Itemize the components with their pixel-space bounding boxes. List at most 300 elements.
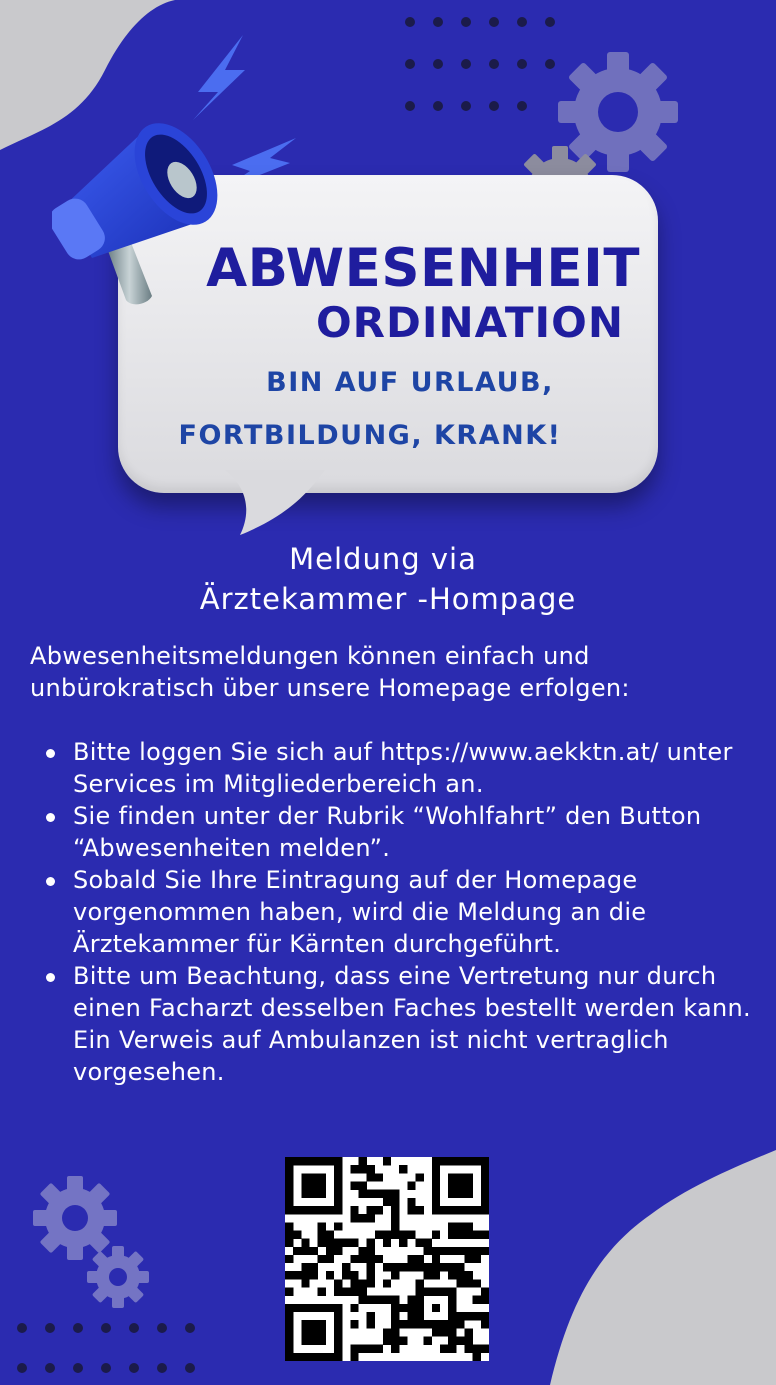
qr-module (318, 1288, 326, 1296)
qr-module (326, 1304, 334, 1312)
qr-module (456, 1337, 464, 1345)
qr-module (342, 1263, 350, 1271)
qr-module (309, 1328, 317, 1336)
qr-module (481, 1312, 489, 1320)
qr-module (301, 1271, 309, 1279)
qr-module (424, 1247, 432, 1255)
qr-module (456, 1263, 464, 1271)
qr-module (432, 1304, 440, 1312)
qr-module (334, 1157, 342, 1165)
qr-module (473, 1345, 481, 1353)
list-item (30, 960, 760, 1088)
list-item-text: Sobald Sie Ihre Eintragung auf der Homepage vorgenommen haben, wird die Meldung an die Ärztekammer für Kärnten durchgeführt. (73, 866, 647, 958)
qr-module (301, 1190, 309, 1198)
qr-module (432, 1328, 440, 1336)
qr-module (375, 1206, 383, 1214)
qr-module (432, 1320, 440, 1328)
title-line-1: ABWESENHEIT (206, 238, 640, 299)
qr-module (334, 1181, 342, 1189)
qr-module (367, 1173, 375, 1181)
qr-module (367, 1190, 375, 1198)
qr-module (481, 1157, 489, 1165)
qr-module (448, 1304, 456, 1312)
qr-module (318, 1173, 326, 1181)
qr-module (358, 1247, 366, 1255)
qr-module (383, 1328, 391, 1336)
qr-module (358, 1345, 366, 1353)
qr-module (456, 1312, 464, 1320)
qr-module (326, 1230, 334, 1238)
qr-module (481, 1181, 489, 1189)
list-item (30, 800, 760, 864)
qr-module (399, 1165, 407, 1173)
qr-module (473, 1312, 481, 1320)
qr-module (399, 1230, 407, 1238)
qr-module (326, 1255, 334, 1263)
qr-module (318, 1320, 326, 1328)
qr-module (432, 1206, 440, 1214)
intro-text: Abwesenheitsmeldungen können einfach und unbürokratisch über unsere Homepage erfolgen: (30, 642, 630, 702)
qr-module (301, 1320, 309, 1328)
qr-module (301, 1328, 309, 1336)
qr-module (358, 1157, 366, 1165)
qr-module (416, 1312, 424, 1320)
qr-module (407, 1263, 415, 1271)
qr-module (350, 1214, 358, 1222)
qr-module (301, 1206, 309, 1214)
qr-module (334, 1222, 342, 1230)
qr-module (399, 1337, 407, 1345)
heading-line-2: Ärztekammer -Hompage (199, 582, 577, 616)
qr-module (424, 1320, 432, 1328)
qr-module (416, 1320, 424, 1328)
qr-module (481, 1206, 489, 1214)
qr-module (407, 1181, 415, 1189)
qr-module (448, 1296, 456, 1304)
qr-module (375, 1296, 383, 1304)
qr-module (456, 1181, 464, 1189)
qr-module (407, 1312, 415, 1320)
qr-module (301, 1263, 309, 1271)
qr-module (309, 1304, 317, 1312)
qr-module (473, 1296, 481, 1304)
qr-module (358, 1255, 366, 1263)
qr-module (448, 1288, 456, 1296)
qr-module (358, 1190, 366, 1198)
qr-module (383, 1239, 391, 1247)
qr-module (399, 1263, 407, 1271)
qr-module (367, 1296, 375, 1304)
qr-module (391, 1206, 399, 1214)
qr-module (432, 1263, 440, 1271)
qr-module (334, 1173, 342, 1181)
qr-module (350, 1345, 358, 1353)
qr-module (285, 1239, 293, 1247)
qr-module (334, 1353, 342, 1361)
qr-module (432, 1271, 440, 1279)
qr-module (358, 1214, 366, 1222)
qr-module (383, 1296, 391, 1304)
qr-module (326, 1239, 334, 1247)
qr-module (301, 1173, 309, 1181)
qr-module (465, 1328, 473, 1336)
qr-module (391, 1296, 399, 1304)
qr-module (440, 1247, 448, 1255)
qr-module (285, 1312, 293, 1320)
qr-module (334, 1304, 342, 1312)
qr-module (448, 1263, 456, 1271)
qr-module (440, 1288, 448, 1296)
qr-module (375, 1345, 383, 1353)
qr-module (407, 1320, 415, 1328)
qr-module (407, 1296, 415, 1304)
qr-module (334, 1328, 342, 1336)
qr-module (456, 1230, 464, 1238)
gear-icon (33, 1176, 117, 1260)
gear-icon (87, 1246, 149, 1308)
qr-module (301, 1337, 309, 1345)
qr-module (309, 1206, 317, 1214)
qr-module (456, 1173, 464, 1181)
qr-module (391, 1337, 399, 1345)
qr-module (318, 1206, 326, 1214)
qr-module (358, 1181, 366, 1189)
qr-module (465, 1173, 473, 1181)
qr-module (465, 1279, 473, 1287)
qr-module (350, 1239, 358, 1247)
qr-module (285, 1222, 293, 1230)
qr-module (391, 1198, 399, 1206)
qr-module (407, 1230, 415, 1238)
qr-module (367, 1255, 375, 1263)
qr-module (309, 1263, 317, 1271)
qr-module (391, 1190, 399, 1198)
qr-module (293, 1271, 301, 1279)
qr-module (473, 1247, 481, 1255)
qr-module (350, 1165, 358, 1173)
qr-module (448, 1190, 456, 1198)
qr-module (448, 1181, 456, 1189)
qr-module (334, 1165, 342, 1173)
qr-module (440, 1328, 448, 1336)
qr-module (367, 1345, 375, 1353)
qr-module (399, 1239, 407, 1247)
qr-module (448, 1312, 456, 1320)
list-item (30, 736, 760, 800)
qr-module (367, 1320, 375, 1328)
qr-module (407, 1206, 415, 1214)
qr-module (358, 1296, 366, 1304)
qr-module (448, 1222, 456, 1230)
qr-module (350, 1304, 358, 1312)
qr-module (448, 1247, 456, 1255)
qr-module (367, 1263, 375, 1271)
qr-module (391, 1263, 399, 1271)
qr-module (334, 1279, 342, 1287)
bullet-icon (46, 813, 55, 822)
qr-module (350, 1255, 358, 1263)
qr-module (318, 1353, 326, 1361)
qr-module (473, 1157, 481, 1165)
bullet-icon (46, 749, 55, 758)
qr-module (358, 1279, 366, 1287)
qr-module (318, 1328, 326, 1336)
qr-module (407, 1198, 415, 1206)
qr-module (285, 1206, 293, 1214)
qr-module (481, 1198, 489, 1206)
qr-module (481, 1247, 489, 1255)
qr-module (416, 1255, 424, 1263)
qr-module (416, 1279, 424, 1287)
qr-module (326, 1247, 334, 1255)
qr-module (326, 1157, 334, 1165)
qr-module (334, 1206, 342, 1214)
qr-module (301, 1353, 309, 1361)
qr-module (285, 1304, 293, 1312)
qr-module (334, 1320, 342, 1328)
qr-module (440, 1157, 448, 1165)
qr-module (440, 1263, 448, 1271)
qr-module (448, 1206, 456, 1214)
list-item (30, 864, 760, 960)
qr-module (465, 1181, 473, 1189)
qr-module (293, 1353, 301, 1361)
qr-module (318, 1239, 326, 1247)
qr-module (473, 1206, 481, 1214)
qr-module (432, 1230, 440, 1238)
qr-module (456, 1157, 464, 1165)
qr-module (448, 1345, 456, 1353)
qr-module (383, 1198, 391, 1206)
qr-module (465, 1271, 473, 1279)
qr-module (473, 1230, 481, 1238)
qr-module (481, 1288, 489, 1296)
qr-module (416, 1206, 424, 1214)
qr-module (301, 1157, 309, 1165)
qr-module (367, 1165, 375, 1173)
qr-module (407, 1304, 415, 1312)
qr-module (334, 1345, 342, 1353)
qr-module (432, 1247, 440, 1255)
qr-module (399, 1304, 407, 1312)
qr-module (309, 1181, 317, 1189)
qr-module (293, 1304, 301, 1312)
qr-module (342, 1288, 350, 1296)
qr-module (309, 1190, 317, 1198)
heading-line-1: Meldung via (289, 542, 477, 576)
qr-module (383, 1230, 391, 1238)
instruction-list (30, 736, 760, 1088)
qr-module (481, 1320, 489, 1328)
qr-module (481, 1165, 489, 1173)
qr-module (367, 1279, 375, 1287)
qr-module (350, 1279, 358, 1287)
qr-module (481, 1230, 489, 1238)
qr-module (440, 1320, 448, 1328)
qr-module (309, 1353, 317, 1361)
qr-module (424, 1271, 432, 1279)
qr-module (285, 1173, 293, 1181)
qr-module (481, 1296, 489, 1304)
qr-module (285, 1198, 293, 1206)
gear-icon (558, 52, 678, 172)
qr-module (465, 1247, 473, 1255)
qr-module (391, 1222, 399, 1230)
qr-module (326, 1271, 334, 1279)
qr-module (481, 1190, 489, 1198)
qr-module (350, 1271, 358, 1279)
qr-module (301, 1279, 309, 1287)
qr-module (318, 1181, 326, 1189)
qr-module (350, 1181, 358, 1189)
qr-module (456, 1190, 464, 1198)
qr-module (383, 1279, 391, 1287)
qr-module (334, 1190, 342, 1198)
qr-module (448, 1271, 456, 1279)
qr-module (367, 1247, 375, 1255)
qr-module (285, 1345, 293, 1353)
title-line-2: ORDINATION (315, 298, 624, 347)
qr-module (285, 1353, 293, 1361)
qr-module (399, 1320, 407, 1328)
qr-module (465, 1157, 473, 1165)
qr-module (285, 1190, 293, 1198)
qr-module (350, 1288, 358, 1296)
qr-module (342, 1239, 350, 1247)
qr-module (465, 1206, 473, 1214)
qr-module (383, 1337, 391, 1345)
qr-module (367, 1312, 375, 1320)
qr-module (350, 1353, 358, 1361)
qr-code[interactable] (285, 1157, 489, 1361)
qr-module (391, 1271, 399, 1279)
qr-module (350, 1320, 358, 1328)
qr-module (318, 1230, 326, 1238)
qr-module (334, 1288, 342, 1296)
qr-module (326, 1206, 334, 1214)
qr-module (318, 1255, 326, 1263)
qr-module (481, 1173, 489, 1181)
qr-module (309, 1157, 317, 1165)
qr-module (285, 1288, 293, 1296)
qr-module (334, 1312, 342, 1320)
qr-module (432, 1255, 440, 1263)
qr-module (424, 1239, 432, 1247)
qr-module (407, 1255, 415, 1263)
qr-module (448, 1337, 456, 1345)
qr-module (383, 1263, 391, 1271)
qr-module (367, 1271, 375, 1279)
qr-module (383, 1190, 391, 1198)
qr-module (334, 1337, 342, 1345)
qr-module (465, 1222, 473, 1230)
qr-module (465, 1345, 473, 1353)
qr-module (309, 1271, 317, 1279)
qr-module (391, 1345, 399, 1353)
qr-module (465, 1190, 473, 1198)
qr-module (301, 1247, 309, 1255)
qr-module (416, 1263, 424, 1271)
qr-module (285, 1337, 293, 1345)
qr-module (465, 1337, 473, 1345)
qr-module (334, 1198, 342, 1206)
qr-module (293, 1247, 301, 1255)
qr-module (318, 1157, 326, 1165)
qr-module (318, 1304, 326, 1312)
qr-module (391, 1230, 399, 1238)
qr-module (375, 1230, 383, 1238)
qr-module (318, 1337, 326, 1345)
qr-module (285, 1255, 293, 1263)
qr-module (465, 1312, 473, 1320)
qr-module (432, 1157, 440, 1165)
qr-module (383, 1157, 391, 1165)
qr-module (285, 1328, 293, 1336)
qr-module (342, 1271, 350, 1279)
qr-module (456, 1222, 464, 1230)
qr-module (391, 1304, 399, 1312)
qr-module (309, 1320, 317, 1328)
qr-module (432, 1288, 440, 1296)
qr-module (334, 1247, 342, 1255)
bullet-icon (46, 973, 55, 982)
qr-module (285, 1157, 293, 1165)
qr-module (293, 1230, 301, 1238)
qr-module (473, 1255, 481, 1263)
qr-module (432, 1198, 440, 1206)
qr-module (285, 1320, 293, 1328)
qr-module (456, 1320, 464, 1328)
qr-module (367, 1239, 375, 1247)
qr-module (440, 1345, 448, 1353)
subtitle-line-2: FORTBILDUNG, KRANK! (178, 420, 562, 451)
qr-module (301, 1304, 309, 1312)
qr-module (326, 1353, 334, 1361)
qr-module (416, 1288, 424, 1296)
qr-module (456, 1247, 464, 1255)
list-item-text: Sie finden unter der Rubrik “Wohlfahrt” den Button “Abwesenheiten melden”. (73, 802, 702, 862)
qr-module (432, 1173, 440, 1181)
qr-module (318, 1222, 326, 1230)
bullet-icon (46, 877, 55, 886)
qr-module (293, 1206, 301, 1214)
qr-module (416, 1239, 424, 1247)
qr-module (301, 1181, 309, 1189)
qr-module (473, 1353, 481, 1361)
qr-module (481, 1345, 489, 1353)
qr-module (367, 1206, 375, 1214)
qr-module (375, 1190, 383, 1198)
qr-module (309, 1173, 317, 1181)
qr-module (456, 1279, 464, 1287)
qr-module (391, 1214, 399, 1222)
qr-module (285, 1271, 293, 1279)
qr-module (473, 1279, 481, 1287)
qr-module (285, 1181, 293, 1189)
subtitle-line-1: BIN AUF URLAUB, (266, 367, 554, 398)
qr-module (358, 1288, 366, 1296)
qr-module (358, 1165, 366, 1173)
list-item-text: Bitte um Beachtung, dass eine Vertretung nur durch einen Facharzt desselben Faches bestellt werden kann. Ein Verweis auf Ambulanzen ist nicht vertraglich vorgesehen. (73, 962, 751, 1086)
qr-module (293, 1157, 301, 1165)
speech-bubble-tail (215, 470, 335, 540)
qr-module (334, 1239, 342, 1247)
qr-module (301, 1239, 309, 1247)
qr-module (424, 1337, 432, 1345)
qr-module (416, 1296, 424, 1304)
qr-module (375, 1255, 383, 1263)
qr-module (448, 1320, 456, 1328)
